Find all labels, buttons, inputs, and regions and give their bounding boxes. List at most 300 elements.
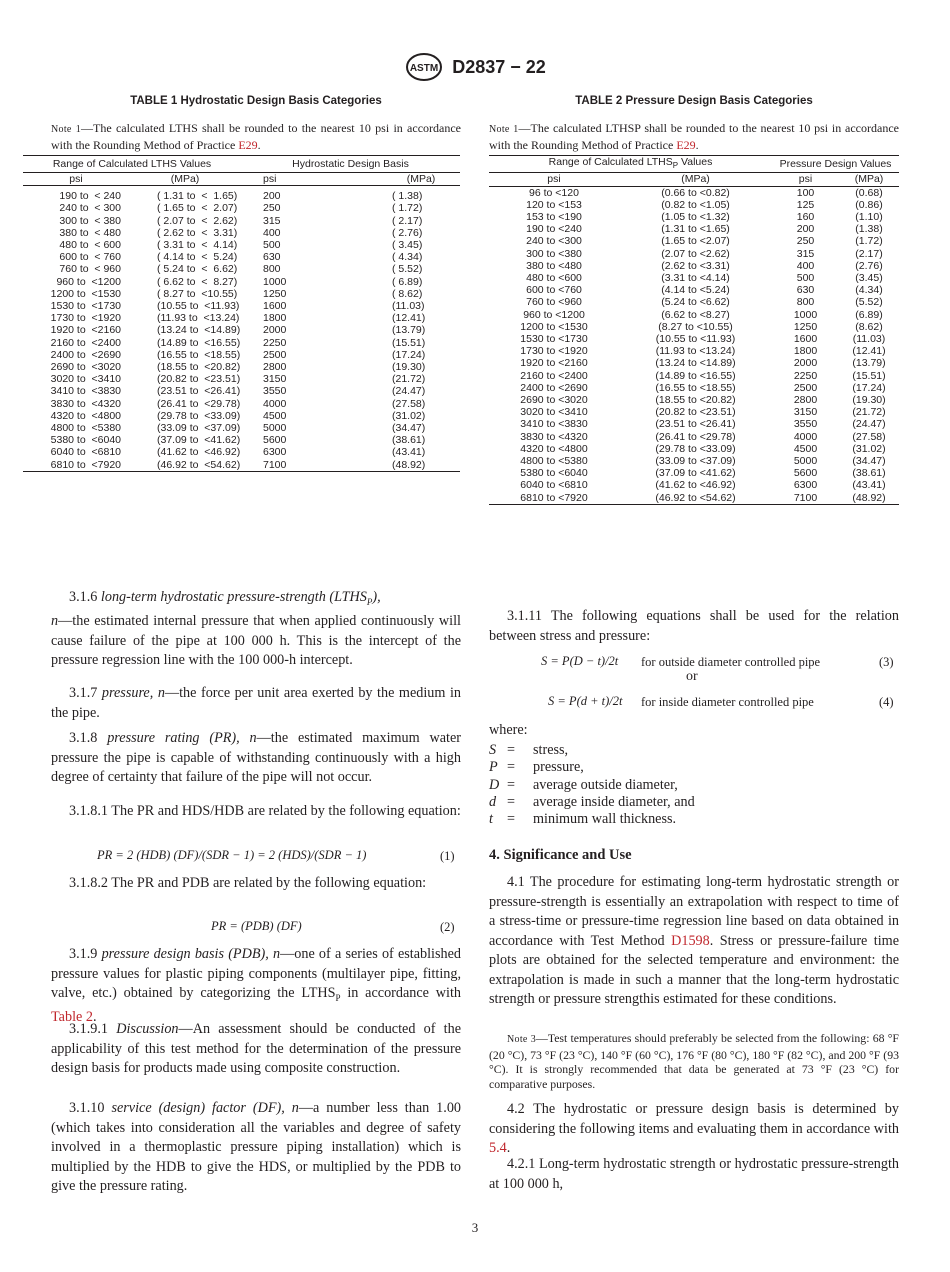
table-cell: ( 1.65 to < 2.07) (157, 202, 238, 215)
table-cell: 250 (263, 202, 281, 215)
table-cell: 1730 to <1920 (520, 345, 588, 358)
table-row (23, 186, 460, 203)
table-cell: (10.55 to <11.93) (157, 300, 240, 313)
para-3-1-10: 3.1.10 service (design) factor (DF), n—a number less than 1.00 (which takes into consideration all the variables and degree of safety involved in a thermoplastic pressure piping installation) which is multiplied by the HDB to give the HDS, or multiplied by the PDB to give the pressure rating. (51, 1100, 462, 1194)
table-cell: (23.51 to <26.41) (655, 418, 736, 431)
table-cell: 760 to < 960 (59, 263, 121, 276)
table-row (489, 235, 899, 247)
table-cell: ( 5.24 to < 6.62) (157, 263, 238, 276)
table-cell: (26.41 to <29.78) (655, 430, 736, 443)
table-cell: 7100 (772, 492, 839, 505)
equation-3: S = P(D − t)/2t (541, 654, 619, 668)
equation-2: PR = (PDB) (DF) (211, 919, 302, 933)
table-row (23, 324, 460, 336)
table-cell: ( 4.14 to < 5.24) (157, 251, 238, 264)
table-cell: (4.14 to <5.24) (661, 284, 730, 297)
table-row (23, 337, 460, 349)
table-cell: (2.62 to <3.31) (661, 259, 730, 272)
table-row (23, 385, 460, 397)
table-cell: (37.09 to <41.62) (655, 467, 736, 480)
table-cell: (6.89) (855, 308, 883, 321)
table-cell: 600 to < 760 (59, 251, 121, 264)
table-cell: (2.17) (855, 247, 883, 260)
table-row (23, 288, 460, 300)
equation-1-number: (1) (440, 849, 455, 863)
table-cell: 1530 to <1730 (50, 300, 121, 313)
table-cell: (3.31 to <4.14) (661, 271, 730, 284)
table-cell: (38.61) (852, 467, 886, 480)
table-cell: (15.51) (392, 336, 426, 349)
table-cell: 2500 (793, 381, 818, 394)
table-cell: 1600 (793, 332, 818, 345)
variable-meaning: average inside diameter, and (533, 793, 695, 810)
table-cell: (24.47) (852, 418, 886, 431)
table-cell: (13.79) (852, 357, 886, 370)
table-cell: (3.45) (855, 271, 883, 284)
table-row (23, 202, 460, 214)
table1-group1-header: Range of Calculated LTHS Values (23, 156, 241, 173)
equation-2-number: (2) (440, 920, 455, 934)
table-row (489, 272, 899, 284)
table-cell: 2000 (793, 357, 818, 370)
table-cell: 1530 to <1730 (520, 332, 588, 345)
table-row (489, 309, 899, 321)
para-3-1-8: 3.1.8 pressure rating (PR), n—the estimated maximum water pressure the pipe is capable of withstanding continuously with a high degree of certainty that failure of the pipe will not occur. (51, 730, 462, 785)
table1-col-mpa: (MPa) (129, 173, 241, 186)
table-row (489, 345, 899, 357)
table-cell: 4800 to <5380 (50, 422, 121, 435)
table-row (23, 300, 460, 312)
table-row (489, 357, 899, 369)
table-row (489, 199, 899, 211)
table-cell: 6810 to <7920 (489, 492, 619, 505)
table-cell: (33.09 to <37.09) (157, 422, 241, 435)
table-cell: (48.92) (839, 492, 899, 505)
table-cell: 2400 to <2690 (520, 381, 588, 394)
table-cell: ( 1.38) (392, 190, 423, 203)
table-cell: ( 5.52) (392, 263, 423, 276)
table-row (23, 349, 460, 361)
table-cell: (0.82 to <1.05) (661, 198, 730, 211)
table-row (23, 215, 460, 227)
table-cell: (29.78 to <33.09) (655, 442, 736, 455)
table-cell: 3020 to <3410 (520, 406, 588, 419)
equals-sign: = (507, 793, 516, 810)
variable-meaning: pressure, (533, 759, 584, 776)
table-cell: 5380 to <6040 (50, 434, 121, 447)
table-row (23, 263, 460, 275)
table2-col-mpa: (MPa) (619, 173, 772, 186)
table-cell: 5600 (793, 467, 818, 480)
table-cell: (23.51 to <26.41) (157, 385, 241, 398)
table-cell: (13.79) (392, 324, 426, 337)
table-cell: ( 2.62 to < 3.31) (157, 226, 238, 239)
table-row (23, 227, 460, 239)
table-cell: 96 to <120 (529, 186, 579, 199)
table-cell: (19.30) (392, 361, 426, 374)
table-cell: (1.72) (855, 235, 883, 248)
variable-definition (489, 759, 584, 777)
table-row (489, 492, 899, 505)
table-cell: ( 2.07 to < 2.62) (157, 214, 238, 227)
table-cell: 5000 (793, 454, 818, 467)
table-row (489, 186, 899, 199)
table-cell: 120 to <153 (526, 198, 582, 211)
table-cell: 3150 (793, 406, 818, 419)
table-row (489, 467, 899, 479)
table-cell: 800 (796, 296, 815, 309)
table-row (23, 312, 460, 324)
table-cell: (11.93 to <13.24) (157, 312, 240, 325)
table2-col-mpa2: (MPa) (839, 173, 899, 186)
table-cell: (20.82 to <23.51) (157, 373, 241, 386)
table-row (23, 434, 460, 446)
table-row (489, 260, 899, 272)
equation-4: S = P(d + t)/2t (548, 694, 623, 708)
table-cell: 315 (796, 247, 815, 260)
para-3-1-9: 3.1.9 pressure design basis (PDB), n—one of a series of established pressure values for plastic piping components (multilayer pipe, fitting, valve, etc.) obtained by categorizing the $LTHS_P$ in accordance with Table 2. (51, 946, 461, 1026)
table-cell: (34.47) (392, 422, 426, 435)
table1-col-mpa2: (MPa) (340, 173, 460, 186)
table-cell: 1730 to <1920 (50, 312, 121, 325)
table-cell: (34.47) (852, 454, 886, 467)
table-cell: 1250 (793, 320, 818, 333)
table-cell: 153 to <190 (526, 210, 582, 223)
table-cell: 760 to <960 (526, 296, 582, 309)
table-cell: (0.66 to <0.82) (661, 186, 730, 199)
table-row (23, 446, 460, 458)
table2-link[interactable]: Table 2 (51, 1009, 93, 1026)
table-cell: (16.55 to <18.55) (157, 348, 241, 361)
variable-definition (489, 742, 568, 760)
variable-meaning: stress, (533, 742, 569, 758)
table-cell: (14.89 to <16.55) (655, 369, 736, 382)
table1-note-label: Note 1 (51, 124, 82, 135)
variable-meaning: minimum wall thickness. (533, 811, 677, 828)
table-cell: 800 (263, 263, 281, 276)
equation-3-desc: for outside diameter controlled pipe (641, 655, 821, 669)
table-cell: 4500 (793, 442, 818, 455)
table-cell: (8.27 to <10.55) (658, 320, 733, 333)
table-cell: (8.62) (855, 320, 883, 333)
table-cell: 100 (796, 186, 815, 199)
table-cell: 6810 to <7920 (23, 459, 129, 472)
table-cell: (20.82 to <23.51) (655, 406, 736, 419)
table-cell: 2250 (263, 336, 287, 349)
table-cell: 1920 to <2160 (50, 324, 121, 337)
table-row (23, 251, 460, 263)
table-cell: 240 to < 300 (59, 202, 121, 215)
table-cell: 2500 (263, 348, 287, 361)
table-cell: (18.55 to <20.82) (157, 361, 241, 374)
e29-link[interactable]: E29 (676, 137, 696, 152)
table-cell: (11.03) (852, 332, 886, 345)
table-cell: (11.93 to <13.24) (655, 345, 736, 358)
table-cell: (18.55 to <20.82) (655, 393, 736, 406)
table-cell: ( 8.27 to <10.55) (157, 287, 238, 300)
para-4-2-1: 4.2.1 Long-term hydrostatic strength or hydrostatic pressure-strength at 100 000 h, (489, 1156, 899, 1192)
table-row (489, 406, 899, 418)
table-cell: 4500 (263, 409, 287, 422)
table-cell: 1000 (263, 275, 287, 288)
table-cell: 480 to <600 (526, 271, 582, 284)
variable-symbol: S (489, 742, 497, 758)
table-cell: ( 1.31 to < 1.65) (157, 190, 238, 203)
table-row (489, 370, 899, 382)
table-cell: 315 (263, 214, 281, 227)
table-cell: ( 6.89) (392, 275, 423, 288)
section-5-4-link[interactable]: 5.4 (489, 1140, 507, 1156)
table-row (23, 398, 460, 410)
table-cell: 200 (796, 223, 815, 236)
table-cell: 5000 (263, 422, 287, 435)
table-cell: 2160 to <2400 (50, 336, 121, 349)
table-cell: ( 3.31 to < 4.14) (157, 239, 238, 252)
table1 (23, 155, 460, 472)
table-row (489, 296, 899, 308)
table-cell: (46.92 to <54.62) (619, 492, 772, 505)
table-row (489, 284, 899, 296)
table2 (489, 155, 899, 505)
table-cell: ( 4.34) (392, 251, 423, 264)
table-cell: 500 (796, 271, 815, 284)
para-4-2: 4.2 The hydrostatic or pressure design basis is determined by considering the following items and evaluating them in accordance with 5.4. (489, 1101, 899, 1156)
table-cell: 3410 to <3830 (50, 385, 121, 398)
table-cell: 1600 (263, 300, 287, 313)
table-cell: (29.78 to <33.09) (157, 409, 241, 422)
table-cell: 2800 (793, 393, 818, 406)
table1-note: Note 1—The calculated LTHS shall be rounded to the nearest 10 psi in accordance with the Rounding Method of Practice E29. (51, 121, 461, 152)
note-3: Note 3—Test temperatures should preferably be selected from the following: 68 °F (20 °C), 73 °F (23 °C), 140 °F (60 °C), 176 °F (80 °C), 180 °F (82 °C), and 200 °F (93 °C). It is strongly recommended that data be generated at 73 °F (23 °C) for comparative purposes. (489, 1031, 899, 1091)
table-cell: 2400 to <2690 (50, 348, 121, 361)
table-cell: 630 (263, 251, 281, 264)
table-cell: (33.09 to <37.09) (655, 454, 736, 467)
table2-col-psi2: psi (772, 173, 839, 186)
table-cell: 400 (263, 226, 281, 239)
table2-group1-header: Range of Calculated $LTHS_P$ Values (489, 156, 772, 173)
table-cell: 600 to <760 (526, 284, 582, 297)
table1-col-psi: psi (23, 173, 129, 186)
equals-sign: = (507, 776, 516, 793)
table-cell: (46.92 to <54.62) (129, 459, 241, 472)
table-row (23, 276, 460, 288)
table-row (489, 248, 899, 260)
table-cell: 3150 (263, 373, 287, 386)
table-cell: (31.02) (852, 442, 886, 455)
table-cell: 7100 (241, 459, 340, 472)
para-3-1-6: 3.1.6 long-term hydrostatic pressure-strength $(LTHS_P)$, n—the estimated internal pressure that when applied continuously will cause failure of the pipe at 100 000 h. This is the intercept of the pressure regression line with the 100 000-h intercept. (51, 589, 461, 669)
table-cell: (0.68) (855, 186, 883, 199)
para-3-1-8-2: 3.1.8.2 The PR and PDB are related by the following equation: (69, 875, 427, 891)
table1-body (23, 186, 460, 472)
para-3-1-8-1: 3.1.8.1 The PR and HDS/HDB are related by the following equation: (69, 803, 461, 819)
table-cell: (11.03) (392, 300, 425, 313)
table-row (489, 418, 899, 430)
equals-sign: = (507, 811, 516, 828)
table-row (23, 361, 460, 373)
table-cell: ( 8.62) (392, 287, 423, 300)
page-header (0, 52, 950, 82)
para-3-1-9-1: 3.1.9.1 Discussion—An assessment should be conducted of the applicability of this test method for the determination of the pressure design basis for products made using composite construction. (51, 1021, 462, 1076)
para-4-1: 4.1 The procedure for estimating long-term hydrostatic strength or pressure-strength is essentially an extrapolation with respect to time of a stress-time or pressure-time regression line based on data obtained in accordance with Test Method D1598. Stress or pressure-failure time plots are obtained for the selected temperature and environment: the extrapolation is made in such a manner that the long-term hydrostatic strength or pressure strengthis estimated for these conditions. (489, 874, 900, 1007)
equation-4-desc: for inside diameter controlled pipe (641, 695, 814, 709)
table-cell: 1920 to <2160 (520, 357, 588, 370)
table-cell: (12.41) (392, 312, 426, 325)
table-cell: (15.51) (852, 369, 886, 382)
table2-body (489, 186, 899, 504)
table2-group2-header: Pressure Design Values (772, 156, 899, 173)
table-cell: (31.02) (392, 409, 426, 422)
table-cell: (5.52) (855, 296, 883, 309)
table-cell: (1.65 to <2.07) (661, 235, 730, 248)
table-row (489, 333, 899, 345)
table-cell: 3410 to <3830 (520, 418, 588, 431)
table-cell: ( 3.45) (392, 239, 423, 252)
table-cell: 6300 (263, 446, 287, 459)
table1-group2-header: Hydrostatic Design Basis (241, 156, 460, 173)
where-label: where: (489, 722, 528, 738)
table-cell: 6040 to <6810 (50, 446, 121, 459)
table-cell: 2000 (263, 324, 287, 337)
table-cell: 480 to < 600 (59, 239, 121, 252)
table-cell: 125 (796, 198, 815, 211)
table-row (489, 394, 899, 406)
table-cell: (2.07 to <2.62) (661, 247, 730, 260)
table-cell: (1.05 to <1.32) (661, 210, 730, 223)
table-cell: 4320 to <4800 (50, 409, 121, 422)
table-cell: 5380 to <6040 (520, 467, 588, 480)
variable-symbol: D (489, 776, 500, 793)
equation-4-number: (4) (879, 695, 894, 709)
e29-link[interactable]: E29 (238, 137, 258, 152)
table-cell: (19.30) (852, 393, 886, 406)
table-cell: (27.58) (392, 397, 426, 410)
table-cell: 1000 (793, 308, 818, 321)
table-cell: 1250 (263, 287, 287, 300)
table-cell: (5.24 to <6.62) (661, 296, 730, 309)
equation-or: or (686, 669, 698, 684)
table-cell: 190 to < 240 (59, 190, 121, 203)
table-cell: 500 (263, 239, 281, 252)
table-cell: (1.10) (855, 210, 883, 223)
table-cell: (24.47) (392, 385, 426, 398)
table-cell: 960 to <1200 (523, 308, 585, 321)
table-cell: (2.76) (855, 259, 883, 272)
table-cell: 2690 to <3020 (520, 393, 588, 406)
table-cell: (12.41) (852, 345, 886, 358)
table-cell: 240 to <300 (526, 235, 582, 248)
table-cell: 3020 to <3410 (50, 373, 121, 386)
table-row (23, 422, 460, 434)
table-cell: (17.24) (392, 348, 426, 361)
table-cell: (27.58) (852, 430, 886, 443)
equation-3-number: (3) (879, 655, 894, 669)
section-4-heading: 4. Significance and Use (489, 847, 632, 863)
table-cell: (0.86) (855, 198, 883, 211)
table-cell: (21.72) (392, 373, 426, 386)
table-cell: 380 to <480 (526, 259, 582, 272)
table-cell: (41.62 to <46.92) (157, 446, 241, 459)
page-number: 3 (471, 1220, 479, 1235)
variable-symbol: t (489, 811, 493, 828)
table-row (489, 479, 899, 491)
table2-note: Note 1—The calculated LTHSP shall be rounded to the nearest 10 psi in accordance with the Rounding Method of Practice E29. (489, 121, 899, 152)
table-row (23, 373, 460, 385)
table-cell: ( 6.62 to < 8.27) (157, 275, 238, 288)
variable-symbol: d (489, 793, 497, 810)
table-cell: ( 1.72) (392, 202, 423, 215)
table2-caption: TABLE 2 Pressure Design Basis Categories (575, 95, 813, 107)
table-row (23, 459, 460, 472)
para-3-1-7: 3.1.7 pressure, n—the force per unit area exerted by the medium in the pipe. (51, 685, 461, 721)
table-cell: 300 to <380 (526, 247, 582, 260)
table-cell: (1.31 to <1.65) (661, 223, 730, 236)
table-cell: 4800 to <5380 (520, 454, 588, 467)
table-cell: 2800 (263, 361, 287, 374)
table-cell: 5600 (263, 434, 287, 447)
table-cell: (16.55 to <18.55) (655, 381, 736, 394)
table-cell: 3830 to <4320 (50, 397, 121, 410)
table-row (489, 431, 899, 443)
table-cell: 380 to < 480 (59, 226, 121, 239)
table-cell: 6300 (793, 479, 818, 492)
table-cell: 200 (263, 190, 281, 203)
table-cell: (17.24) (852, 381, 886, 394)
table-row (23, 410, 460, 422)
table-cell: (43.41) (392, 446, 426, 459)
table-cell: (43.41) (852, 479, 886, 492)
table-row (489, 223, 899, 235)
table1-caption: TABLE 1 Hydrostatic Design Basis Categories (130, 95, 382, 107)
table-cell: 2690 to <3020 (50, 361, 121, 374)
table-row (489, 321, 899, 333)
equals-sign: = (507, 759, 516, 776)
d1598-link[interactable]: D1598 (671, 932, 710, 949)
table-cell: (13.24 to <14.89) (157, 324, 241, 337)
equals-sign: = (507, 742, 516, 758)
table-cell: 1200 to <1530 (520, 320, 588, 333)
table-cell: 1800 (793, 345, 818, 358)
standard-code: D2837 − 22 (452, 56, 546, 77)
table-cell: 4000 (263, 397, 287, 410)
table-cell: 300 to < 380 (59, 214, 121, 227)
table-cell: 190 to <240 (526, 223, 582, 236)
table-row (489, 382, 899, 394)
table-cell: (13.24 to <14.89) (655, 357, 736, 370)
table-cell: (38.61) (392, 434, 426, 447)
svg-text:ASTM: ASTM (410, 63, 439, 74)
astm-logo-icon (404, 52, 444, 82)
table-row (489, 443, 899, 455)
table2-col-psi: psi (489, 173, 619, 186)
table-cell: (37.09 to <41.62) (157, 434, 241, 447)
table-row (489, 211, 899, 223)
table-cell: (21.72) (852, 406, 886, 419)
table-cell: 250 (796, 235, 815, 248)
table-cell: (1.38) (855, 223, 883, 236)
table-cell: (4.34) (855, 284, 883, 297)
table-cell: (6.62 to <8.27) (661, 308, 730, 321)
table2-note-label: Note 1 (489, 124, 519, 135)
table-cell: 400 (796, 259, 815, 272)
table-cell: (26.41 to <29.78) (157, 397, 241, 410)
table-row (489, 455, 899, 467)
table-cell: 2160 to <2400 (520, 369, 588, 382)
table-cell: 1800 (263, 312, 287, 325)
table-cell: (14.89 to <16.55) (157, 336, 241, 349)
variable-definition (489, 811, 676, 829)
table-cell: (48.92) (340, 459, 460, 472)
